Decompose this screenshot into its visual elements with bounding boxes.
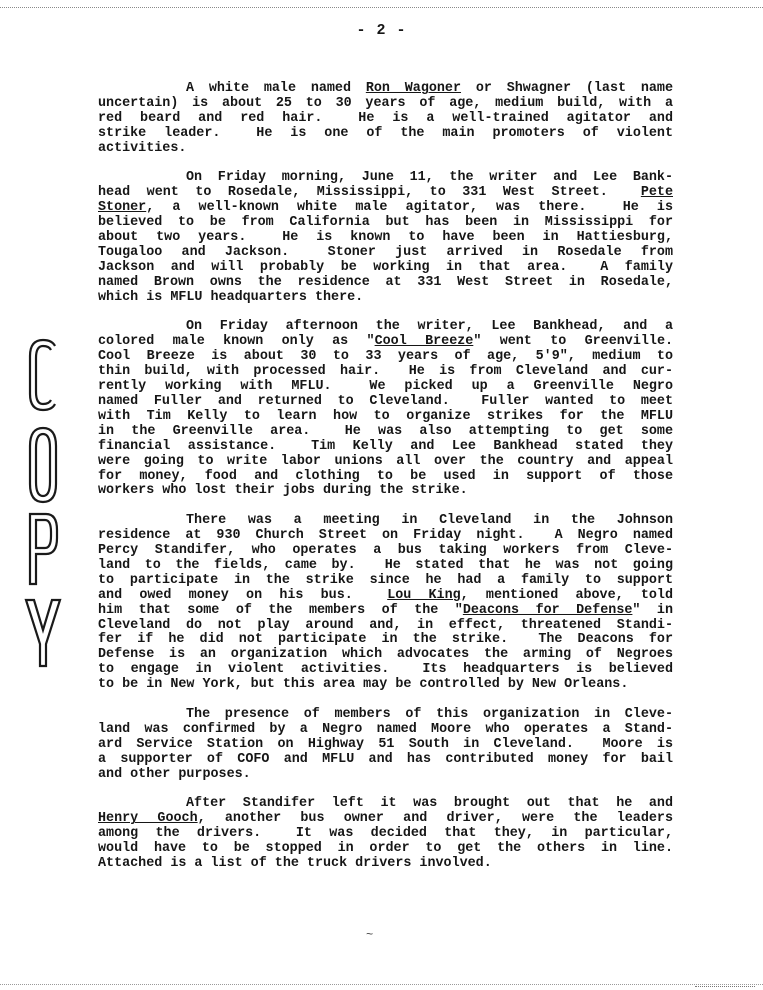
text-segment: red beard and red hair. He is a well-trained agitator and (98, 110, 673, 126)
text-line (98, 723, 673, 738)
text-line (98, 574, 673, 589)
page-bottom-edge (0, 984, 763, 986)
text-line (98, 753, 673, 768)
text-segment: On Friday afternoon the writer, Lee Bankhead, and a (186, 319, 673, 335)
text-segment: land to the fields, came by. He stated that he was not going (98, 557, 673, 573)
text-line (98, 857, 673, 872)
text-segment: were going to write labor unions all over the country and appeal (98, 453, 673, 469)
text-segment: workers who lost their jobs during the strike. (98, 483, 468, 499)
text-segment: or Shwagner (last name (461, 81, 673, 96)
text-line (98, 97, 673, 112)
text-line (98, 261, 673, 276)
page-number: - 2 - (356, 22, 407, 39)
text-segment: Cleveland do not play around and, in effect, threatened Standi- (98, 617, 673, 633)
text-line (98, 544, 673, 559)
underlined-name: Henry Gooch (98, 811, 198, 827)
text-segment: residence at 930 Church Street on Friday night. A Negro named (98, 528, 673, 544)
underlined-name: Deacons for Defense (462, 602, 633, 618)
underlined-name: Pete (640, 185, 673, 201)
paragraph (98, 797, 673, 872)
copy-stamp-graphic (22, 338, 64, 668)
text-segment: Jackson and will probably be working in that area. A family (98, 259, 673, 275)
footer-mark: ~ (366, 928, 374, 942)
text-line (98, 842, 673, 857)
text-segment: strike leader. He is one of the main promoters of violent (98, 125, 673, 141)
text-line (98, 708, 673, 723)
text-segment: , another bus owner and driver, were the leaders (197, 811, 673, 827)
text-line (98, 529, 673, 544)
page-top-edge (0, 0, 763, 8)
text-line (98, 201, 673, 216)
text-segment: named Fuller and returned to Cleveland. Fuller wanted to meet (98, 394, 673, 409)
text-line (98, 142, 673, 157)
text-line (98, 380, 673, 395)
text-line (98, 231, 673, 246)
text-segment: activities. (98, 140, 187, 156)
text-segment: to engage in violent activities. Its headquarters is believed (98, 662, 673, 678)
paragraph (98, 171, 673, 305)
text-segment: " went to Greenville. (473, 334, 674, 350)
text-line (98, 470, 673, 485)
text-line (98, 365, 673, 380)
text-line (98, 335, 673, 350)
text-segment: Tougaloo and Jackson. Stoner just arrived in Rosedale from (98, 244, 673, 260)
text-line (98, 455, 673, 470)
text-segment: financial assistance. Tim Kelly and Lee Bankhead stated they (98, 438, 673, 454)
text-line (98, 320, 673, 335)
underlined-name: Ron Wagoner (365, 81, 462, 96)
text-line (98, 291, 673, 306)
text-segment: rently working with MFLU. We picked up a Greenville Negro (98, 379, 673, 395)
text-segment: to participate in the strike since he had a family to support (98, 572, 673, 588)
stamp-letter-c (30, 340, 55, 410)
text-line (98, 186, 673, 201)
text-segment: in the Greenville area. He was also attempting to get some (98, 423, 673, 439)
text-segment: ard Service Station on Highway 51 South in Cleveland. Moore is (98, 736, 673, 752)
text-line (98, 768, 673, 783)
text-line (98, 619, 673, 634)
text-line (98, 514, 673, 529)
text-line (98, 812, 673, 827)
text-segment: On Friday morning, June 11, the writer and Lee Bank- (186, 170, 673, 186)
paragraph (98, 82, 673, 157)
text-line (98, 827, 673, 842)
copy-stamp (22, 338, 64, 668)
text-line (98, 425, 673, 440)
text-segment: fer if he did not participate in the strike. The Deacons for (98, 632, 673, 648)
text-line (98, 648, 673, 663)
text-segment: to be in New York, but this area may be controlled by New Orleans. (98, 677, 629, 693)
paragraph (98, 320, 673, 499)
text-segment: Cool Breeze is about 30 to 33 years of age, 5'9", medium to (98, 349, 673, 365)
stamp-letter-y (26, 600, 60, 666)
text-line (98, 589, 673, 604)
text-line (98, 604, 673, 619)
text-segment: , mentioned above, told (460, 587, 674, 603)
text-line (98, 797, 673, 812)
memo-body (98, 82, 673, 887)
text-segment: named Brown owns the residence at 331 West Street in Rosedale, (98, 274, 673, 290)
text-line (98, 410, 673, 425)
text-segment: and other purposes. (98, 766, 251, 782)
text-segment: Defense is an organization which advocates the arming of Negroes (98, 647, 673, 663)
text-line (98, 395, 673, 410)
text-line (98, 633, 673, 648)
text-segment: Percy Standifer, who operates a bus taking workers from Cleve- (98, 543, 673, 559)
underlined-name: Cool Breeze (374, 334, 474, 350)
text-segment: among the drivers. It was decided that they, in particular, (98, 826, 673, 842)
text-line (98, 127, 673, 142)
stamp-letter-o (30, 428, 56, 502)
text-segment: for money, food and clothing to be used in support of those (98, 468, 673, 484)
stamp-letter-c-inner (36, 346, 51, 404)
text-segment: with Tim Kelly to learn how to organize strikes for the MFLU (98, 408, 673, 424)
text-segment: which is MFLU headquarters there. (98, 289, 364, 305)
text-line (98, 484, 673, 499)
text-segment: colored male known only as " (98, 334, 375, 350)
text-segment: After Standifer left it was brought out that he and (186, 796, 673, 812)
text-line (98, 738, 673, 753)
text-segment: land was confirmed by a Negro named Moore who operates a Stand- (98, 721, 673, 737)
paragraph (98, 708, 673, 783)
text-segment: and owed money on his bus. (98, 587, 388, 603)
text-segment: believed to be from California but has been in Mississippi for (98, 215, 673, 231)
text-segment: a supporter of COFO and MFLU and has contributed money for bail (98, 751, 673, 767)
text-line (98, 559, 673, 574)
text-segment: about two years. He is known to have been in Hattiesburg, (98, 230, 673, 246)
text-segment: him that some of the members of the " (98, 602, 463, 618)
page-edge-dots (695, 986, 755, 987)
text-line (98, 350, 673, 365)
stamp-letter-p-inner (36, 520, 51, 548)
text-line (98, 171, 673, 186)
text-line (98, 82, 673, 97)
text-segment: A white male named (186, 81, 366, 96)
paragraph (98, 514, 673, 693)
text-segment: " in (632, 602, 673, 618)
text-segment: thin build, with processed hair. He is from Cleveland and cur- (98, 364, 673, 380)
text-segment: head went to Rosedale, Mississippi, to 331 West Street. (98, 185, 641, 201)
text-segment: There was a meeting in Cleveland in the Johnson (186, 513, 673, 529)
text-line (98, 440, 673, 455)
text-segment: uncertain) is about 25 to 30 years of age, medium build, with a (98, 95, 673, 111)
text-segment: The presence of members of this organization in Cleve- (186, 707, 673, 722)
text-line (98, 216, 673, 231)
text-line (98, 678, 673, 693)
text-line (98, 246, 673, 261)
underlined-name: Stoner (98, 200, 147, 216)
text-segment: would have to be stopped in order to get the others in line. (98, 841, 673, 857)
text-line (98, 663, 673, 678)
text-line (98, 276, 673, 291)
underlined-name: Lou King (387, 587, 461, 603)
stamp-letter-o-inner (36, 434, 50, 496)
text-line (98, 112, 673, 127)
text-segment: Attached is a list of the truck drivers involved. (98, 856, 492, 872)
text-segment: , a well-known white male agitator, was there. He is (146, 200, 673, 216)
